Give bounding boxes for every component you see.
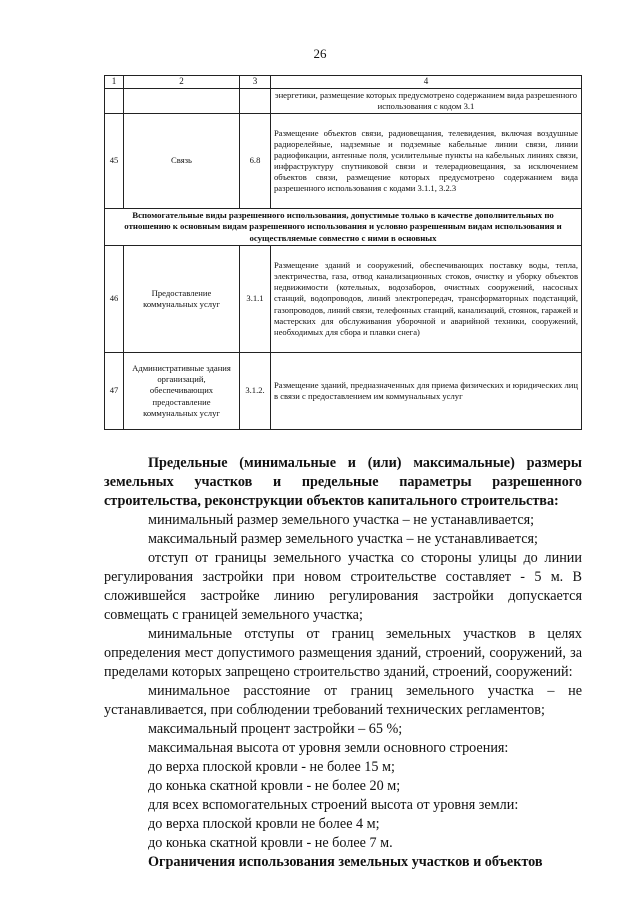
paragraph: минимальный размер земельного участка – не устанавливается;	[148, 512, 535, 528]
table-row	[105, 246, 582, 353]
land-use-table	[104, 75, 582, 430]
header-col-2: 2	[124, 76, 240, 89]
table-row	[105, 353, 582, 430]
header-col-4: 4	[271, 76, 582, 89]
use-type-code: 3.1.1	[240, 246, 271, 353]
table-row	[105, 114, 582, 209]
row-number: 46	[105, 246, 124, 353]
continued-description: энергетики, размещение которых предусмотрено содержанием вида разрешенного использования с кодом 3.1	[271, 88, 582, 113]
auxiliary-uses-heading: Вспомогательные виды разрешенного использования, допустимые только в качестве дополнительных по отношению к основным видам разрешенного использования и условно разрешенным видам использования и осуществляемые совместно с ними в основных	[105, 209, 582, 246]
body-text	[104, 454, 582, 872]
table-header-row	[105, 76, 582, 89]
table-section-row	[105, 209, 582, 246]
paragraph: максимальный процент застройки – 65 %;	[148, 721, 403, 737]
use-type-code: 3.1.2.	[240, 353, 271, 430]
paragraph: до верха плоской кровли - не более 15 м;	[148, 759, 395, 775]
use-type-name: Связь	[124, 114, 240, 209]
next-section-heading: Ограничения использования земельных участков и объектов	[148, 854, 543, 870]
paragraph: минимальное расстояние от границ земельного участка – не устанавливается, при соблюдении требований технических регламентов;	[104, 683, 582, 718]
page-number: 26	[313, 46, 327, 61]
use-type-name: Предоставление коммунальных услуг	[124, 246, 240, 353]
header-col-1: 1	[105, 76, 124, 89]
use-type-description: Размещение зданий и сооружений, обеспечивающих поставку воды, тепла, электричества, газа, отвод канализационных стоков, очистку и уборку объектов недвижимости (котельных, водозаборов, очистных сооружений, насосных станций, водопроводов, линий электропередач, трансформаторных подстанций, газопроводов, линий связи, телефонных станций, канализаций, стоянок, гаражей и мастерских для обслуживания уборочной и аварийной техники, сооружений, необходимых для сбора и плавки снега)	[271, 246, 582, 353]
paragraph: до конька скатной кровли - не более 7 м.	[148, 835, 393, 851]
paragraph: максимальный размер земельного участка – не устанавливается;	[148, 531, 538, 547]
paragraph: для всех вспомогательных строений высота от уровня земли:	[148, 797, 519, 813]
paragraph: максимальная высота от уровня земли основного строения:	[148, 740, 509, 756]
use-type-name: Административные здания организаций, обеспечивающих предоставление коммунальных услуг	[124, 353, 240, 430]
row-number: 45	[105, 114, 124, 209]
row-number: 47	[105, 353, 124, 430]
header-col-3: 3	[240, 76, 271, 89]
paragraph: до верха плоской кровли не более 4 м;	[148, 816, 380, 832]
table-row	[105, 88, 582, 113]
paragraph: до конька скатной кровли - не более 20 м;	[148, 778, 401, 794]
use-type-code: 6.8	[240, 114, 271, 209]
use-type-description: Размещение объектов связи, радиовещания, телевидения, включая воздушные радиорелейные, надземные и подземные кабельные линии связи, линии радиофикации, антенные поля, усилительные пункты на кабельных линиях связи, инфраструктуру спутниковой связи и телерадиовещания, за исключением объектов связи, размещение которых предусмотрено содержанием вида разрешенного использования с кодами 3.1.1, 3.2.3	[271, 114, 582, 209]
section-heading: Предельные (минимальные и (или) максимальные) размеры земельных участков и предельные параметры разрешенного строительства, реконструкции объектов капитального строительства:	[104, 455, 582, 509]
paragraph: минимальные отступы от границ земельных участков в целях определения мест допустимого размещения зданий, строений, сооружений, за пределами которых запрещено строительство зданий, строений, сооружений:	[104, 626, 582, 680]
use-type-description: Размещение зданий, предназначенных для приема физических и юридических лиц в связи с предоставлением им коммунальных услуг	[271, 353, 582, 430]
paragraph: отступ от границы земельного участка со стороны улицы до линии регулирования застройки при новом строительстве составляет - 5 м. В сложившейся застройке линию регулирования застройки допускается совмещать с границей земельного участка;	[104, 550, 582, 623]
